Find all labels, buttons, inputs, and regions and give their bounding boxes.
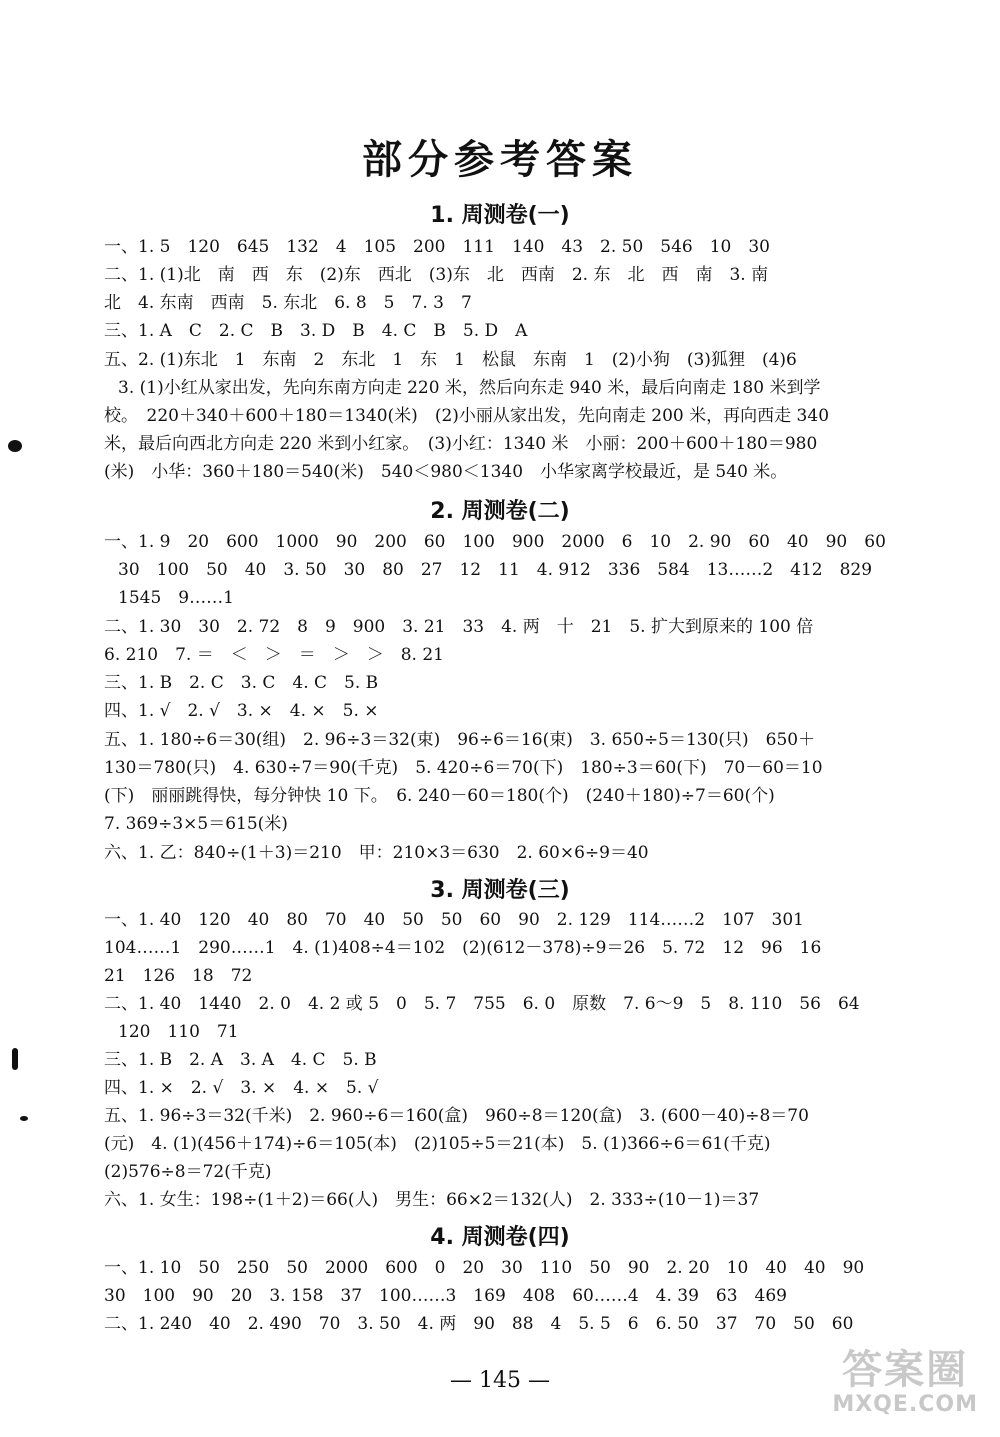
scan-blot (8, 440, 22, 452)
answer-line: 6. 210 7. ＝ ＜ ＞ ＝ ＞ ＞ 8. 21 (104, 645, 444, 665)
answer-line: 二、1. (1)北 南 西 东 (2)东 西北 (3)东 北 西南 2. 东 北 西 南 3. 南 (104, 265, 769, 285)
answer-line: 六、1. 女生：198÷(1＋2)＝66(人) 男生：66×2＝132(人) 2. 333÷(10－1)＝37 (104, 1190, 760, 1210)
answer-line: 1545 9……1 (118, 588, 234, 608)
answer-line: (米) 小华：360＋180＝540(米) 540＜980＜1340 小华家离学校最近，是 540 米。 (104, 462, 788, 482)
answer-line: 五、2. (1)东北 1 东南 2 东北 1 东 1 松鼠 东南 1 (2)小狗 (3)狐狸 (4)6 (104, 350, 797, 370)
answer-line: 米，最后向西北方向走 220 米到小红家。 (3)小红：1340 米 小丽：200＋600＋180＝980 (104, 434, 818, 454)
answer-line: 30 100 50 40 3. 50 30 80 27 12 11 4. 912 336 584 13……2 412 829 (118, 560, 873, 580)
answer-line: 30 100 90 20 3. 158 37 100……3 169 408 60……4 4. 39 63 469 (104, 1286, 787, 1306)
watermark-url: MXQE.COM (832, 1392, 978, 1417)
watermark-logo (832, 1348, 978, 1418)
answer-line: 三、1. A C 2. C B 3. D B 4. C B 5. D A (104, 321, 528, 341)
answer-line: 三、1. B 2. A 3. A 4. C 5. B (104, 1050, 377, 1070)
watermark-main: 答案圈 (842, 1347, 969, 1393)
scan-blot (12, 1048, 18, 1070)
answer-line: 一、1. 9 20 600 1000 90 200 60 100 900 2000 6 10 2. 90 60 40 90 60 (104, 532, 886, 552)
answer-line: (下) 丽丽跳得快，每分钟快 10 下。 6. 240－60＝180(个) (240＋180)÷7＝60(个) (104, 786, 775, 806)
answer-line: 五、1. 180÷6＝30(组) 2. 96÷3＝32(束) 96÷6＝16(束) 3. 650÷5＝130(只) 650＋ (104, 730, 816, 750)
answer-line: 二、1. 240 40 2. 490 70 3. 50 4. 两 90 88 4 5. 5 6 6. 50 37 70 50 60 (104, 1314, 854, 1334)
answer-line: 一、1. 10 50 250 50 2000 600 0 20 30 110 50 90 2. 20 10 40 40 90 (104, 1258, 865, 1278)
answer-line: 一、1. 5 120 645 132 4 105 200 111 140 43 2. 50 546 10 30 (104, 237, 770, 257)
section-title: 3. 周测卷(三) (430, 878, 570, 903)
scan-blot (20, 1116, 28, 1121)
answer-line: 一、1. 40 120 40 80 70 40 50 50 60 90 2. 129 114……2 107 301 (104, 910, 804, 930)
answer-line: 北 4. 东南 西南 5. 东北 6. 8 5 7. 3 7 (104, 293, 472, 313)
answer-line: (2)576÷8＝72(千克) (104, 1162, 272, 1182)
answer-line: 7. 369÷3×5＝615(米) (104, 814, 288, 834)
answer-line: 104……1 290……1 4. (1)408÷4＝102 (2)(612－378)÷9＝26 5. 72 12 96 16 (104, 938, 822, 958)
section-title: 2. 周测卷(二) (430, 499, 570, 524)
answer-line: 五、1. 96÷3＝32(千米) 2. 960÷6＝160(盒) 960÷8＝120(盒) 3. (600－40)÷8＝70 (104, 1106, 809, 1126)
answer-line: 二、1. 40 1440 2. 0 4. 2 或 5 0 5. 7 755 6. 0 原数 7. 6～9 5 8. 110 56 64 (104, 994, 860, 1014)
answer-line: 二、1. 30 30 2. 72 8 9 900 3. 21 33 4. 两 十 21 5. 扩大到原来的 100 倍 (104, 617, 814, 637)
answer-line: 六、1. 乙：840÷(1＋3)＝210 甲：210×3＝630 2. 60×6÷9＝40 (104, 843, 649, 863)
answer-line: 130＝780(只) 4. 630÷7＝90(千克) 5. 420÷6＝70(下) 180÷3＝60(下) 70－60＝10 (104, 758, 823, 778)
answer-line: 三、1. B 2. C 3. C 4. C 5. B (104, 673, 379, 693)
answer-line: (元) 4. (1)(456＋174)÷6＝105(本) (2)105÷5＝21(本) 5. (1)366÷6＝61(千克) (104, 1134, 771, 1154)
answer-line: 3. (1)小红从家出发，先向东南方向走 220 米，然后向东走 940 米，最后向南走 180 米到学 (118, 378, 821, 398)
page-title: 部分参考答案 (362, 137, 638, 183)
answer-line: 四、1. √ 2. √ 3. × 4. × 5. × (104, 701, 379, 721)
answer-line: 校。 220＋340＋600＋180＝1340(米) (2)小丽从家出发，先向南走 200 米，再向西走 340 (104, 406, 830, 426)
page-number: — 145 — (450, 1368, 550, 1393)
answer-line: 21 126 18 72 (104, 966, 253, 986)
answer-line: 四、1. × 2. √ 3. × 4. × 5. √ (104, 1078, 379, 1098)
section-title: 4. 周测卷(四) (430, 1225, 570, 1250)
answer-line: 120 110 71 (118, 1022, 239, 1042)
section-title: 1. 周测卷(一) (430, 203, 570, 228)
